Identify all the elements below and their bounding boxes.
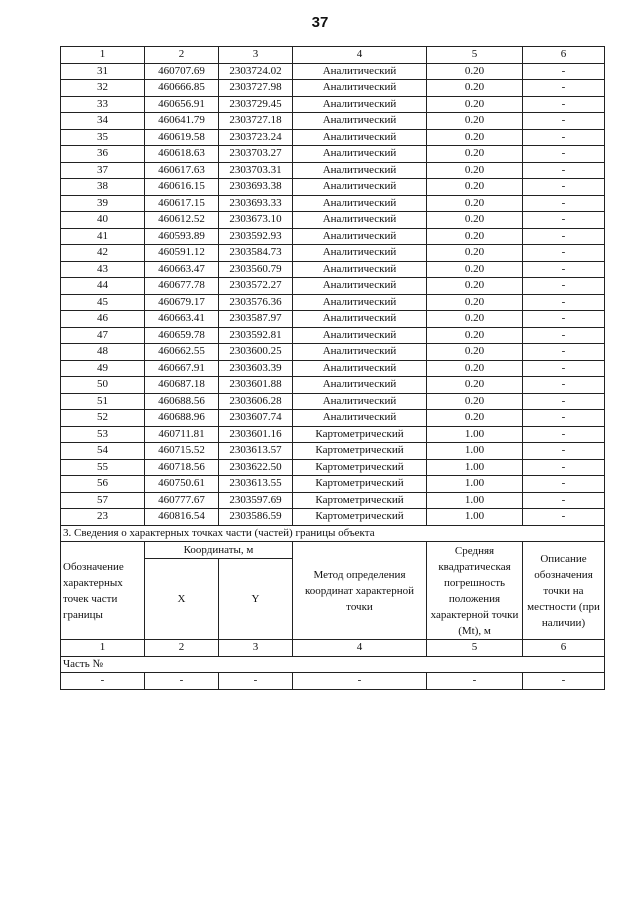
table-cell: Аналитический xyxy=(293,410,427,427)
part-label: Часть № xyxy=(61,656,605,673)
section-header-row xyxy=(61,542,605,559)
table-cell: 36 xyxy=(61,146,145,163)
header-coordinates: Координаты, м xyxy=(145,542,293,559)
column-number: 5 xyxy=(427,640,523,657)
page-number: 37 xyxy=(311,14,329,31)
table-cell: 2303613.57 xyxy=(219,443,293,460)
table-cell: 0.20 xyxy=(427,195,523,212)
table-cell: 2303622.50 xyxy=(219,459,293,476)
table-row xyxy=(61,212,605,229)
table-cell: 43 xyxy=(61,261,145,278)
table-cell: 54 xyxy=(61,443,145,460)
table-cell: - xyxy=(523,146,605,163)
table-cell: - xyxy=(523,492,605,509)
table-row xyxy=(61,113,605,130)
table-cell: 0.20 xyxy=(427,327,523,344)
table-cell: 460641.79 xyxy=(145,113,219,130)
table-cell: 39 xyxy=(61,195,145,212)
table-cell: - xyxy=(523,228,605,245)
table-cell: Аналитический xyxy=(293,129,427,146)
table-cell: 460656.91 xyxy=(145,96,219,113)
table-cell: 2303572.27 xyxy=(219,278,293,295)
table-cell: - xyxy=(523,311,605,328)
section-title: 3. Сведения о характерных точках части (частей) границы объекта xyxy=(61,525,605,542)
table-cell: 0.20 xyxy=(427,96,523,113)
table-cell: 0.20 xyxy=(427,377,523,394)
table-cell: 2303560.79 xyxy=(219,261,293,278)
table-cell: 56 xyxy=(61,476,145,493)
table-cell: 2303592.81 xyxy=(219,327,293,344)
table-cell: 2303693.38 xyxy=(219,179,293,196)
part-row xyxy=(61,656,605,673)
table-cell: 57 xyxy=(61,492,145,509)
table-cell: Аналитический xyxy=(293,311,427,328)
table-cell: Аналитический xyxy=(293,63,427,80)
table-cell: 460707.69 xyxy=(145,63,219,80)
table-cell: 51 xyxy=(61,393,145,410)
table-cell: Аналитический xyxy=(293,113,427,130)
table-cell: 0.20 xyxy=(427,212,523,229)
table-row xyxy=(61,476,605,493)
table-row xyxy=(61,278,605,295)
table-cell: 460666.85 xyxy=(145,80,219,97)
table-cell: - xyxy=(523,327,605,344)
table-cell: 460677.78 xyxy=(145,278,219,295)
table-row xyxy=(61,443,605,460)
table-cell: Картометрический xyxy=(293,509,427,526)
table-cell: 0.20 xyxy=(427,261,523,278)
table-cell: 460750.61 xyxy=(145,476,219,493)
table-cell: 460688.56 xyxy=(145,393,219,410)
table-cell: 2303703.27 xyxy=(219,146,293,163)
column-number: 4 xyxy=(293,640,427,657)
table-cell: 0.20 xyxy=(427,410,523,427)
table-cell: 460715.52 xyxy=(145,443,219,460)
table-cell: - xyxy=(523,63,605,80)
table-cell: 2303592.93 xyxy=(219,228,293,245)
table-cell: 2303601.16 xyxy=(219,426,293,443)
table-cell: 1.00 xyxy=(427,459,523,476)
table-cell: 52 xyxy=(61,410,145,427)
table-cell: 460816.54 xyxy=(145,509,219,526)
table-cell: 2303693.33 xyxy=(219,195,293,212)
table-cell: - xyxy=(293,673,427,690)
table-cell: 34 xyxy=(61,113,145,130)
table-cell: - xyxy=(523,673,605,690)
table-cell: - xyxy=(523,278,605,295)
table-cell: 460612.52 xyxy=(145,212,219,229)
table-cell: - xyxy=(61,673,145,690)
table-cell: 2303601.88 xyxy=(219,377,293,394)
table-cell: 38 xyxy=(61,179,145,196)
column-number-row xyxy=(61,47,605,64)
table-cell: 44 xyxy=(61,278,145,295)
table-row xyxy=(61,509,605,526)
table-cell: Картометрический xyxy=(293,476,427,493)
table-cell: 0.20 xyxy=(427,294,523,311)
table-cell: Картометрический xyxy=(293,459,427,476)
table-cell: 460593.89 xyxy=(145,228,219,245)
table-cell: Аналитический xyxy=(293,393,427,410)
column-number: 4 xyxy=(293,47,427,64)
table-cell: 460663.41 xyxy=(145,311,219,328)
table-cell: 0.20 xyxy=(427,146,523,163)
table-cell: 2303587.97 xyxy=(219,311,293,328)
table-cell: Аналитический xyxy=(293,228,427,245)
table-cell: 460667.91 xyxy=(145,360,219,377)
header-method: Метод определения координат характерной точки xyxy=(293,542,427,640)
header-x: X xyxy=(145,559,219,640)
table-row xyxy=(61,393,605,410)
table-cell: - xyxy=(523,195,605,212)
table-cell: 45 xyxy=(61,294,145,311)
table-cell: 32 xyxy=(61,80,145,97)
table-row xyxy=(61,377,605,394)
table-cell: - xyxy=(523,245,605,262)
table-cell: Аналитический xyxy=(293,294,427,311)
table-row xyxy=(61,327,605,344)
table-cell: 0.20 xyxy=(427,113,523,130)
table-row xyxy=(61,360,605,377)
table-cell: Аналитический xyxy=(293,195,427,212)
table-row xyxy=(61,80,605,97)
section-column-number-row xyxy=(61,640,605,657)
table-cell: 2303603.39 xyxy=(219,360,293,377)
table-cell: 49 xyxy=(61,360,145,377)
table-cell: 42 xyxy=(61,245,145,262)
table-cell: Аналитический xyxy=(293,261,427,278)
table-cell: 41 xyxy=(61,228,145,245)
column-number: 6 xyxy=(523,640,605,657)
table-row xyxy=(61,63,605,80)
table-cell: 1.00 xyxy=(427,509,523,526)
column-number: 2 xyxy=(145,640,219,657)
column-number: 2 xyxy=(145,47,219,64)
table-cell: 48 xyxy=(61,344,145,361)
table-row xyxy=(61,96,605,113)
table-cell: - xyxy=(523,443,605,460)
table-cell: 1.00 xyxy=(427,443,523,460)
table-cell: 460591.12 xyxy=(145,245,219,262)
table-cell: 0.20 xyxy=(427,129,523,146)
table-cell: 2303729.45 xyxy=(219,96,293,113)
table-cell: 2303723.24 xyxy=(219,129,293,146)
table-cell: 53 xyxy=(61,426,145,443)
header-designation: Обозначение характерных точек части границы xyxy=(61,542,145,640)
table-cell: - xyxy=(523,294,605,311)
table-row xyxy=(61,410,605,427)
table-cell: 2303727.98 xyxy=(219,80,293,97)
table-row xyxy=(61,311,605,328)
table-cell: 50 xyxy=(61,377,145,394)
table-cell: 37 xyxy=(61,162,145,179)
table-cell: 1.00 xyxy=(427,492,523,509)
table-cell: - xyxy=(523,179,605,196)
table-cell: 460662.55 xyxy=(145,344,219,361)
coordinates-table xyxy=(60,46,605,690)
table-cell: - xyxy=(523,129,605,146)
column-number: 3 xyxy=(219,640,293,657)
table-cell: Аналитический xyxy=(293,80,427,97)
table-cell: 2303724.02 xyxy=(219,63,293,80)
table-cell: 2303584.73 xyxy=(219,245,293,262)
table-cell: Аналитический xyxy=(293,162,427,179)
table-cell: Аналитический xyxy=(293,360,427,377)
table-cell: - xyxy=(523,393,605,410)
table-cell: - xyxy=(523,96,605,113)
table-cell: 460777.67 xyxy=(145,492,219,509)
table-row xyxy=(61,261,605,278)
table-cell: 460687.18 xyxy=(145,377,219,394)
table-cell: 0.20 xyxy=(427,344,523,361)
table-cell: 2303606.28 xyxy=(219,393,293,410)
table-cell: - xyxy=(523,509,605,526)
table-cell: 55 xyxy=(61,459,145,476)
header-error: Средняя квадратическая погрешность положения характерной точки (Mt), м xyxy=(427,542,523,640)
table-cell: 35 xyxy=(61,129,145,146)
column-number: 1 xyxy=(61,47,145,64)
table-cell: Аналитический xyxy=(293,278,427,295)
table-cell: 40 xyxy=(61,212,145,229)
table-cell: 2303597.69 xyxy=(219,492,293,509)
column-number: 5 xyxy=(427,47,523,64)
table-cell: 460617.15 xyxy=(145,195,219,212)
table-cell: 0.20 xyxy=(427,162,523,179)
table-cell: 460617.63 xyxy=(145,162,219,179)
table-cell: - xyxy=(427,673,523,690)
table-cell: Аналитический xyxy=(293,96,427,113)
table-cell: 460711.81 xyxy=(145,426,219,443)
column-number: 1 xyxy=(61,640,145,657)
section-title-row xyxy=(61,525,605,542)
table-row xyxy=(61,129,605,146)
table-cell: 0.20 xyxy=(427,179,523,196)
table-row xyxy=(61,459,605,476)
empty-data-row xyxy=(61,673,605,690)
column-number: 6 xyxy=(523,47,605,64)
table-row xyxy=(61,195,605,212)
table-cell: 47 xyxy=(61,327,145,344)
table-cell: - xyxy=(219,673,293,690)
table-cell: - xyxy=(523,360,605,377)
table-cell: Аналитический xyxy=(293,179,427,196)
table-cell: 46 xyxy=(61,311,145,328)
table-cell: 33 xyxy=(61,96,145,113)
table-cell: - xyxy=(523,344,605,361)
table-cell: 460688.96 xyxy=(145,410,219,427)
table-cell: - xyxy=(523,377,605,394)
table-cell: 0.20 xyxy=(427,311,523,328)
table-row xyxy=(61,344,605,361)
table-cell: - xyxy=(523,261,605,278)
table-row xyxy=(61,294,605,311)
table-cell: Картометрический xyxy=(293,426,427,443)
table-cell: 460663.47 xyxy=(145,261,219,278)
table-cell: 31 xyxy=(61,63,145,80)
table-cell: Аналитический xyxy=(293,327,427,344)
table-cell: 2303600.25 xyxy=(219,344,293,361)
table-cell: Аналитический xyxy=(293,212,427,229)
table-cell: - xyxy=(523,80,605,97)
table-cell: - xyxy=(523,212,605,229)
table-cell: 0.20 xyxy=(427,228,523,245)
header-description: Описание обозначения точки на местности (при наличии) xyxy=(523,542,605,640)
table-cell: - xyxy=(523,476,605,493)
table-cell: Картометрический xyxy=(293,443,427,460)
table-cell: 460619.58 xyxy=(145,129,219,146)
table-cell: 0.20 xyxy=(427,393,523,410)
table-cell: Картометрический xyxy=(293,492,427,509)
table-cell: - xyxy=(523,426,605,443)
table-cell: 2303586.59 xyxy=(219,509,293,526)
table-cell: - xyxy=(523,162,605,179)
table-cell: 460618.63 xyxy=(145,146,219,163)
table-cell: 2303576.36 xyxy=(219,294,293,311)
table-cell: 2303673.10 xyxy=(219,212,293,229)
column-number: 3 xyxy=(219,47,293,64)
table-cell: 23 xyxy=(61,509,145,526)
table-cell: 2303703.31 xyxy=(219,162,293,179)
table-row xyxy=(61,179,605,196)
table-cell: 2303607.74 xyxy=(219,410,293,427)
table-cell: 460659.78 xyxy=(145,327,219,344)
table-cell: 0.20 xyxy=(427,360,523,377)
table-cell: - xyxy=(145,673,219,690)
header-y: Y xyxy=(219,559,293,640)
table-cell: Аналитический xyxy=(293,245,427,262)
table-cell: 0.20 xyxy=(427,63,523,80)
table-cell: 2303727.18 xyxy=(219,113,293,130)
table-row xyxy=(61,162,605,179)
table-row xyxy=(61,146,605,163)
table-row xyxy=(61,228,605,245)
table-cell: 0.20 xyxy=(427,245,523,262)
table-cell: 0.20 xyxy=(427,278,523,295)
table-cell: - xyxy=(523,113,605,130)
table-cell: Аналитический xyxy=(293,377,427,394)
table-cell: - xyxy=(523,410,605,427)
table-cell: - xyxy=(523,459,605,476)
table-cell: 460679.17 xyxy=(145,294,219,311)
table-cell: 1.00 xyxy=(427,476,523,493)
table-cell: 0.20 xyxy=(427,80,523,97)
table-cell: 2303613.55 xyxy=(219,476,293,493)
table-cell: 1.00 xyxy=(427,426,523,443)
table-cell: 460718.56 xyxy=(145,459,219,476)
table-cell: Аналитический xyxy=(293,146,427,163)
table-cell: 460616.15 xyxy=(145,179,219,196)
table-row xyxy=(61,492,605,509)
table-row xyxy=(61,426,605,443)
table-row xyxy=(61,245,605,262)
table-cell: Аналитический xyxy=(293,344,427,361)
